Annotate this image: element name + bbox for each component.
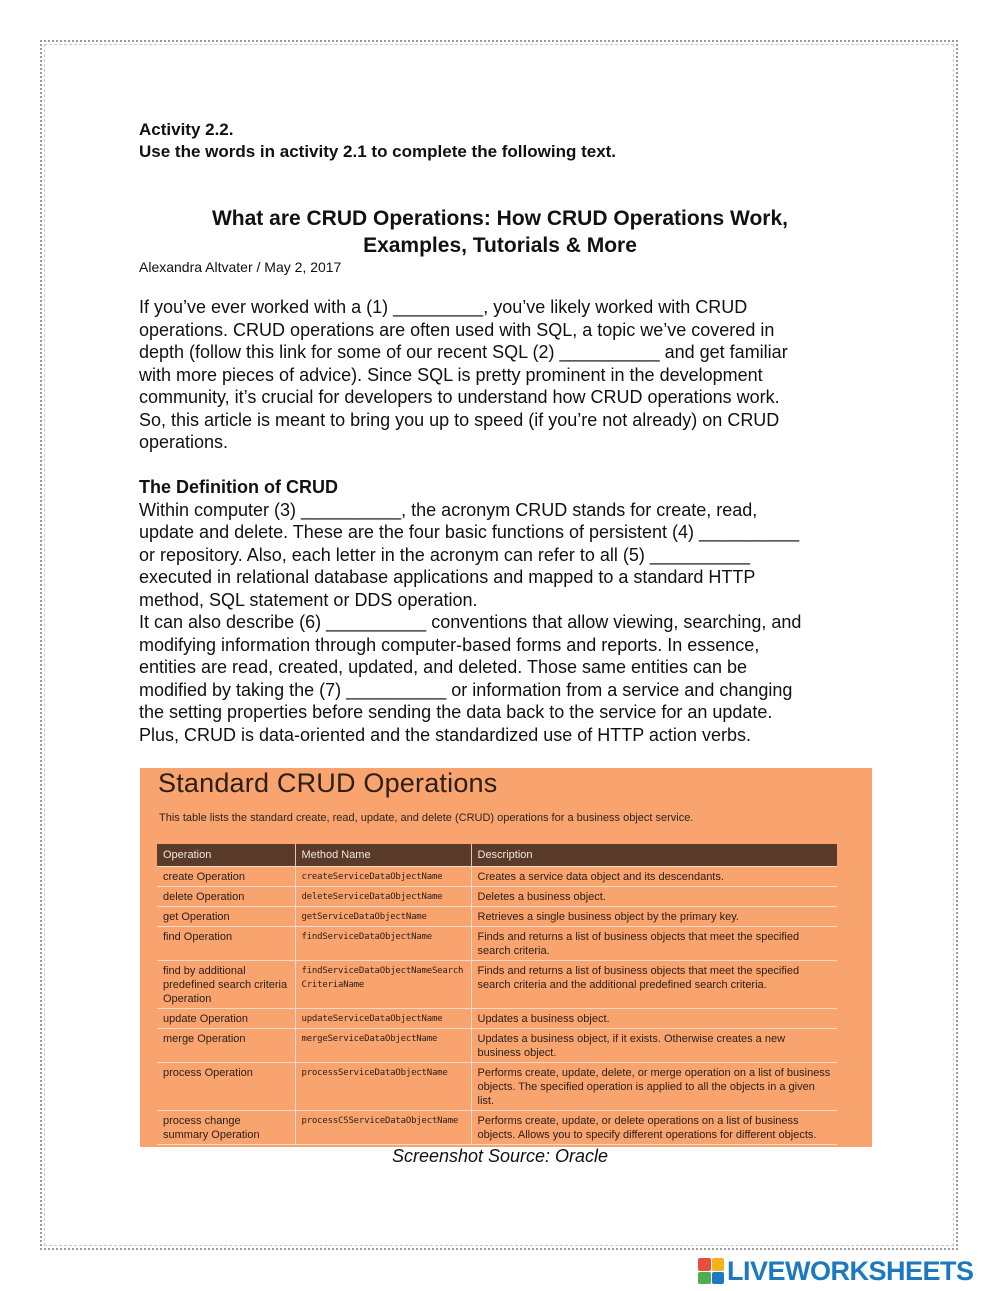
screenshot-caption: Screenshot Source: Oracle	[391, 1146, 609, 1166]
table-row	[157, 1009, 837, 1029]
logo-square	[712, 1272, 725, 1285]
operation-cell: process Operation	[157, 1063, 295, 1111]
method-cell: findServiceDataObjectName	[295, 927, 471, 961]
intro-line: So, this article is meant to bring you up to speed (if you’re not already) on CRUD	[139, 409, 780, 430]
table-row	[157, 907, 837, 927]
description-cell: Finds and returns a list of business objects that meet the specified search criteria and the additional predefined search criteria.	[471, 961, 837, 1009]
table-row	[157, 1111, 837, 1145]
table-row	[157, 927, 837, 961]
table-row	[157, 961, 837, 1009]
definition-line: modified by taking the (7) __________ or information from a service and changing	[139, 679, 793, 700]
intro-paragraph	[139, 296, 869, 454]
intro-line: community, it’s crucial for developers to understand how CRUD operations work.	[139, 387, 780, 407]
crud-table-description: This table lists the standard create, read, update, and delete (CRUD) operations for a business object service.	[159, 812, 694, 824]
liveworksheets-logo-icon	[698, 1258, 724, 1284]
operation-cell: merge Operation	[157, 1029, 295, 1063]
table-row	[157, 867, 837, 887]
description-cell: Updates a business object.	[471, 1009, 837, 1029]
method-cell: updateServiceDataObjectName	[295, 1009, 471, 1029]
intro-line: with more pieces of advice). Since SQL is pretty prominent in the development	[139, 364, 763, 385]
logo-square	[698, 1258, 711, 1271]
intro-line: operations. CRUD operations are often used with SQL, a topic we’ve covered in	[139, 319, 775, 340]
description-cell: Creates a service data object and its descendants.	[471, 867, 837, 887]
intro-line: depth (follow this link for some of our recent SQL (2) __________ and get familiar	[139, 342, 788, 362]
definition-line: entities are read, created, updated, and deleted. Those same entities can be	[139, 657, 748, 677]
description-cell: Finds and returns a list of business objects that meet the specified search criteria.	[471, 927, 837, 961]
description-cell: Performs create, update, delete, or merge operation on a list of business objects. The specified operation is applied to all the objects in a given list.	[471, 1063, 837, 1111]
method-cell: mergeServiceDataObjectName	[295, 1029, 471, 1063]
definition-line: executed in relational database applications and mapped to a standard HTTP	[139, 567, 756, 587]
logo-square	[712, 1258, 725, 1271]
definition-section	[139, 476, 869, 746]
intro-line: If you’ve ever worked with a (1) _________, you’ve likely worked with CRUD	[139, 297, 748, 317]
description-cell: Updates a business object, if it exists. Otherwise creates a new business object.	[471, 1029, 837, 1063]
method-cell: processServiceDataObjectName	[295, 1063, 471, 1111]
activity-header	[139, 119, 616, 163]
definition-line: method, SQL statement or DDS operation.	[139, 589, 478, 610]
crud-table	[157, 844, 837, 1145]
operation-cell: find Operation	[157, 927, 295, 961]
crud-table-title: Standard CRUD Operations	[158, 768, 498, 798]
definition-line: Plus, CRUD is data-oriented and the standardized use of HTTP action verbs.	[139, 724, 751, 745]
definition-line: or repository. Also, each letter in the acronym can refer to all (5) __________	[139, 544, 750, 565]
liveworksheets-logo[interactable]	[698, 1257, 974, 1285]
operation-cell: create Operation	[157, 867, 295, 887]
operation-cell: delete Operation	[157, 887, 295, 907]
article-title-line-2: Examples, Tutorials & More	[363, 234, 637, 257]
operation-cell: get Operation	[157, 907, 295, 927]
method-cell: deleteServiceDataObjectName	[295, 887, 471, 907]
activity-instruction: Use the words in activity 2.1 to complete the following text.	[139, 142, 617, 161]
description-cell: Deletes a business object.	[471, 887, 837, 907]
activity-number: Activity 2.2.	[139, 120, 234, 139]
operation-cell: process change summary Operation	[157, 1111, 295, 1145]
logo-square	[698, 1272, 711, 1285]
definition-line: modifying information through computer-based forms and reports. In essence,	[139, 634, 760, 655]
description-cell: Performs create, update, or delete operations on a list of business objects. Allows you to specify different operations for different objects.	[471, 1111, 837, 1145]
table-header-row	[157, 844, 837, 867]
article-title	[140, 205, 860, 259]
operation-cell: update Operation	[157, 1009, 295, 1029]
description-cell: Retrieves a single business object by the primary key.	[471, 907, 837, 927]
method-cell: findServiceDataObjectNameSearchCriteriaName	[295, 961, 471, 1009]
definition-line: update and delete. These are the four basic functions of persistent (4) __________	[139, 522, 800, 542]
definition-line: Within computer (3) __________, the acronym CRUD stands for create, read,	[139, 499, 758, 520]
method-cell: getServiceDataObjectName	[295, 907, 471, 927]
table-row	[157, 1029, 837, 1063]
liveworksheets-logo-text: LIVEWORKSHEETS	[727, 1255, 974, 1286]
column-header-method: Method Name	[295, 844, 471, 867]
table-row	[157, 887, 837, 907]
column-header-description: Description	[471, 844, 837, 867]
method-cell: createServiceDataObjectName	[295, 867, 471, 887]
definition-line: It can also describe (6) __________ conventions that allow viewing, searching, and	[139, 612, 802, 632]
crud-operations-screenshot	[140, 768, 872, 1147]
definition-heading: The Definition of CRUD	[139, 477, 338, 497]
operation-cell: find by additional predefined search criteria Operation	[157, 961, 295, 1009]
article-title-line-1: What are CRUD Operations: How CRUD Operations Work,	[211, 207, 788, 230]
intro-line: operations.	[139, 432, 229, 452]
article-byline: Alexandra Altvater / May 2, 2017	[139, 259, 342, 275]
method-cell: processCSServiceDataObjectName	[295, 1111, 471, 1145]
table-row	[157, 1063, 837, 1111]
column-header-operation: Operation	[157, 844, 295, 867]
definition-line: the setting properties before sending the data back to the service for an update.	[139, 702, 773, 722]
